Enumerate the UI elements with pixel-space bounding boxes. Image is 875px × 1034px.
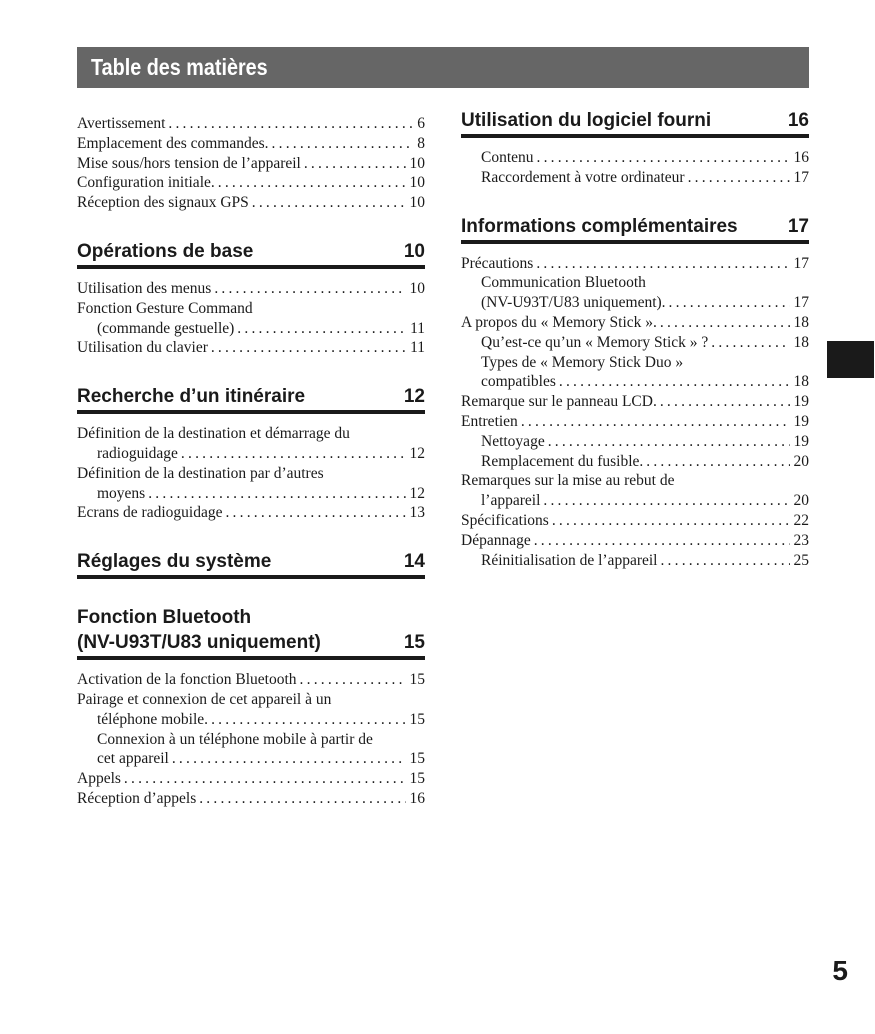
section-reglages-systeme [77,549,425,579]
toc-entry-configuration[interactable]: Configuration initiale. ..... 10 [77,173,425,193]
right-column [461,110,809,570]
toc-entry[interactable]: Réinitialisation de l’appareil ..... 25 [461,551,809,571]
toc-entry[interactable]: téléphone mobile. ..... 15 [77,710,425,730]
section-operations-de-base [77,239,425,358]
toc-entry[interactable]: Contenu ..... 16 [461,148,809,168]
section-fonction-bluetooth [77,605,425,809]
toc-entry[interactable]: Nettoyage ..... 19 [461,432,809,452]
section-heading[interactable]: Utilisation du logiciel fourni 16 [461,108,809,138]
toc-title-bar [77,47,809,88]
left-column [77,114,425,809]
section-heading[interactable]: Informations complémentaires 17 [461,214,809,244]
toc-entry-line: Connexion à un téléphone mobile à partir de [97,730,373,748]
toc-entry[interactable]: Précautions ..... 17 [461,254,809,274]
toc-entry[interactable]: cet appareil ..... 15 [77,749,425,769]
page-number: 5 [832,955,848,986]
toc-entry[interactable]: Raccordement à votre ordinateur ..... 17 [461,168,809,188]
toc-entry[interactable]: Dépannage ..... 23 [461,531,809,551]
toc-entry[interactable]: compatibles ..... 18 [461,372,809,392]
section-recherche-itineraire [77,384,425,523]
section-informations-complementaires [461,214,809,571]
toc-entry[interactable]: radioguidage ..... 12 [77,444,425,464]
toc-entry-line: Pairage et connexion de cet appareil à un [77,690,332,708]
section-heading[interactable]: Recherche d’un itinéraire 12 [77,384,425,414]
section-heading[interactable]: Réglages du système 14 [77,549,425,579]
toc-entry[interactable]: Réception d’appels ..... 16 [77,789,425,809]
toc-entry-line: Remarques sur la mise au rebut de [461,472,675,490]
intro-entries [77,114,425,213]
toc-entry[interactable]: moyens ..... 12 [77,484,425,504]
page-title: Table des matières [91,54,268,80]
toc-entry[interactable]: Entretien ..... 19 [461,412,809,432]
toc-entry[interactable]: Ecrans de radioguidage ..... 13 [77,503,425,523]
toc-entry-emplacement[interactable]: Emplacement des commandes. ..... 8 [77,134,425,154]
toc-entry-line: Communication Bluetooth [481,274,646,292]
section-heading[interactable]: Fonction Bluetooth (NV-U93T/U83 uniquement) 15 [77,605,425,660]
toc-entry[interactable]: Spécifications ..... 22 [461,511,809,531]
toc-entry[interactable]: Remplacement du fusible. ..... 20 [461,452,809,472]
toc-entry-line: Types de « Memory Stick Duo » [481,353,684,371]
toc-entry-line: Fonction Gesture Command [77,299,253,317]
toc-entry[interactable]: (commande gestuelle) ..... 11 [77,319,425,339]
section-heading[interactable]: Opérations de base 10 [77,239,425,269]
toc-entry[interactable]: Utilisation des menus ..... 10 [77,279,425,299]
toc-entry[interactable]: Remarque sur le panneau LCD. ..... 19 [461,392,809,412]
toc-entry[interactable]: Utilisation du clavier ..... 11 [77,338,425,358]
section-tab-marker [827,341,874,378]
toc-entry[interactable]: (NV-U93T/U83 uniquement). ..... 17 [461,293,809,313]
toc-entry[interactable]: Qu’est-ce qu’un « Memory Stick » ? ..... 18 [461,333,809,353]
toc-entry[interactable]: l’appareil ..... 20 [461,491,809,511]
toc-entry[interactable]: Activation de la fonction Bluetooth ..... 15 [77,670,425,690]
toc-entry-line: Définition de la destination et démarrage du [77,425,350,443]
toc-entry-line: Définition de la destination par d’autres [77,464,324,482]
toc-entry[interactable]: A propos du « Memory Stick ». ..... 18 [461,313,809,333]
toc-entry[interactable]: Appels ..... 15 [77,769,425,789]
toc-entry-avertissement[interactable]: Avertissement ..... 6 [77,114,425,134]
section-logiciel-fourni [461,108,809,188]
toc-entry-gps[interactable]: Réception des signaux GPS ..... 10 [77,193,425,213]
toc-entry-mise-sous-tension[interactable]: Mise sous/hors tension de l’appareil ..... 10 [77,154,425,174]
